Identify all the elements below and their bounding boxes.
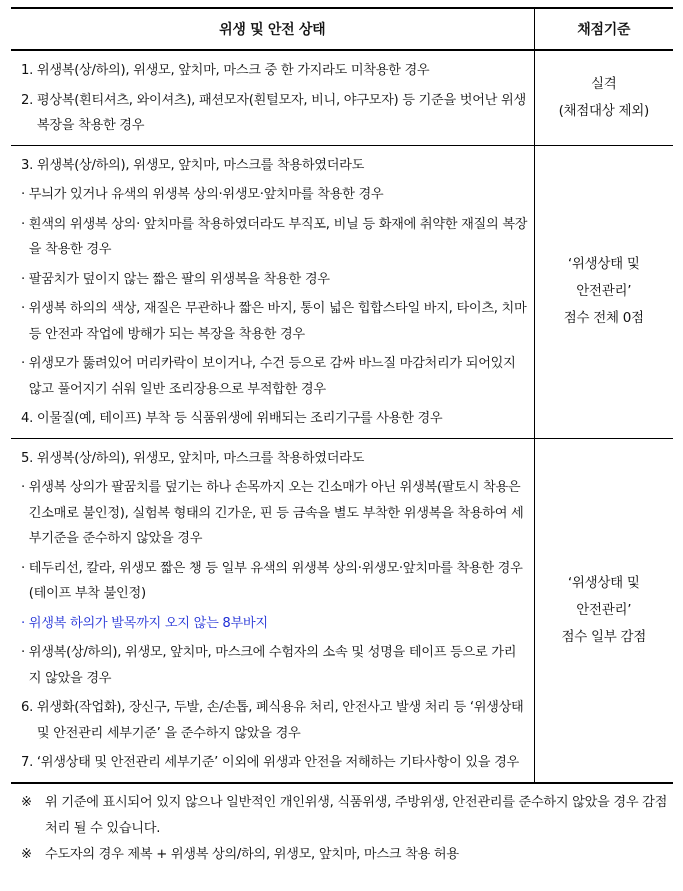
list-item: · 위생복 하의의 색상, 재질은 무관하나 짧은 바지, 통이 넓은 힙합스타일 바지, 타이츠, 치마 등 안전과 작업에 방해가 되는 복장을 착용한 경우 <box>21 301 527 342</box>
list-item: 6. 위생화(작업화), 장신구, 두발, 손/손톱, 폐식용유 처리, 안전사고 발생 처리 등 ‘위생상태 및 안전관리 세부기준’ 을 준수하지 않았을 경우 <box>21 700 524 741</box>
row-conditions <box>11 50 534 145</box>
list-item: 3. 위생복(상/하의), 위생모, 앞치마, 마스크를 착용하였더라도 <box>21 157 365 173</box>
row-criteria: 실격 (채점대상 제외) <box>534 50 673 145</box>
footnotes <box>11 784 673 868</box>
list-item: 2. 평상복(흰티셔츠, 와이셔츠), 패션모자(흰털모자, 비니, 야구모자) 등 기준을 벗어난 위생복장을 착용한 경우 <box>21 92 526 133</box>
list-item: 4. 이물질(예, 테이프) 부착 등 식품위생에 위배되는 조리기구를 사용한 경우 <box>21 411 443 426</box>
list-item: · 위생복 상의가 팔꿈치를 덮기는 하나 손목까지 오는 긴소매가 아닌 위생복(팔토시 착용은 긴소매로 불인정), 실험복 형태의 긴가운, 핀 등 금속을 별도 부착한 위생복을 착용하여 세부기준을 준수하지 않았을 경우 <box>21 480 524 546</box>
list-item: · 위생복(상/하의), 위생모, 앞치마, 마스크에 수험자의 소속 및 성명을 테이프 등으로 가리지 않았을 경우 <box>21 645 517 686</box>
header-scoring-criteria: 채점기준 <box>534 8 673 50</box>
hygiene-criteria-table <box>11 7 673 784</box>
footnote: ※ 위 기준에 표시되어 있지 않으나 일반적인 개인위생, 식품위생, 주방위생, 안전관리를 준수하지 않았을 경우 감점처리 될 수 있습니다. <box>21 794 668 836</box>
row-conditions <box>11 145 534 438</box>
footnote: ※ 수도자의 경우 제복 + 위생복 상의/하의, 위생모, 앞치마, 마스크 착용 허용 <box>21 846 459 862</box>
list-item: 5. 위생복(상/하의), 위생모, 앞치마, 마스크를 착용하였더라도 <box>21 450 365 466</box>
list-item: · 테두리선, 칼라, 위생모 짧은 챙 등 일부 유색의 위생복 상의·위생모·앞치마를 착용한 경우(테이프 부착 불인정) <box>21 560 523 601</box>
row-conditions <box>11 438 534 783</box>
list-item: · 팔꿈치가 덮이지 않는 짧은 팔의 위생복을 착용한 경우 <box>21 271 330 287</box>
list-item: 1. 위생복(상/하의), 위생모, 앞치마, 마스크 중 한 가지라도 미착용한 경우 <box>21 63 430 78</box>
header-hygiene-status: 위생 및 안전 상태 <box>11 8 534 50</box>
table-row <box>11 50 673 145</box>
row-criteria: ‘위생상태 및 안전관리’ 점수 전체 0점 <box>534 145 673 438</box>
table-row <box>11 438 673 783</box>
list-item-highlighted: · 위생복 하의가 발목까지 오지 않는 8부바지 <box>21 615 268 631</box>
list-item: · 흰색의 위생복 상의· 앞치마를 착용하였더라도 부직포, 비닐 등 화재에 취약한 재질의 복장을 착용한 경우 <box>21 216 528 257</box>
table-row <box>11 145 673 438</box>
list-item: · 무늬가 있거나 유색의 위생복 상의·위생모·앞치마를 착용한 경우 <box>21 187 384 202</box>
row-criteria: ‘위생상태 및 안전관리’ 점수 일부 감점 <box>534 438 673 783</box>
list-item: · 위생모가 뚫려있어 머리카락이 보이거나, 수건 등으로 감싸 바느질 마감처리가 되어있지 않고 풀어지기 쉬워 일반 조리장용으로 부적합한 경우 <box>21 356 516 397</box>
list-item: 7. ‘위생상태 및 안전관리 세부기준’ 이외에 위생과 안전을 저해하는 기타사항이 있을 경우 <box>21 755 519 770</box>
